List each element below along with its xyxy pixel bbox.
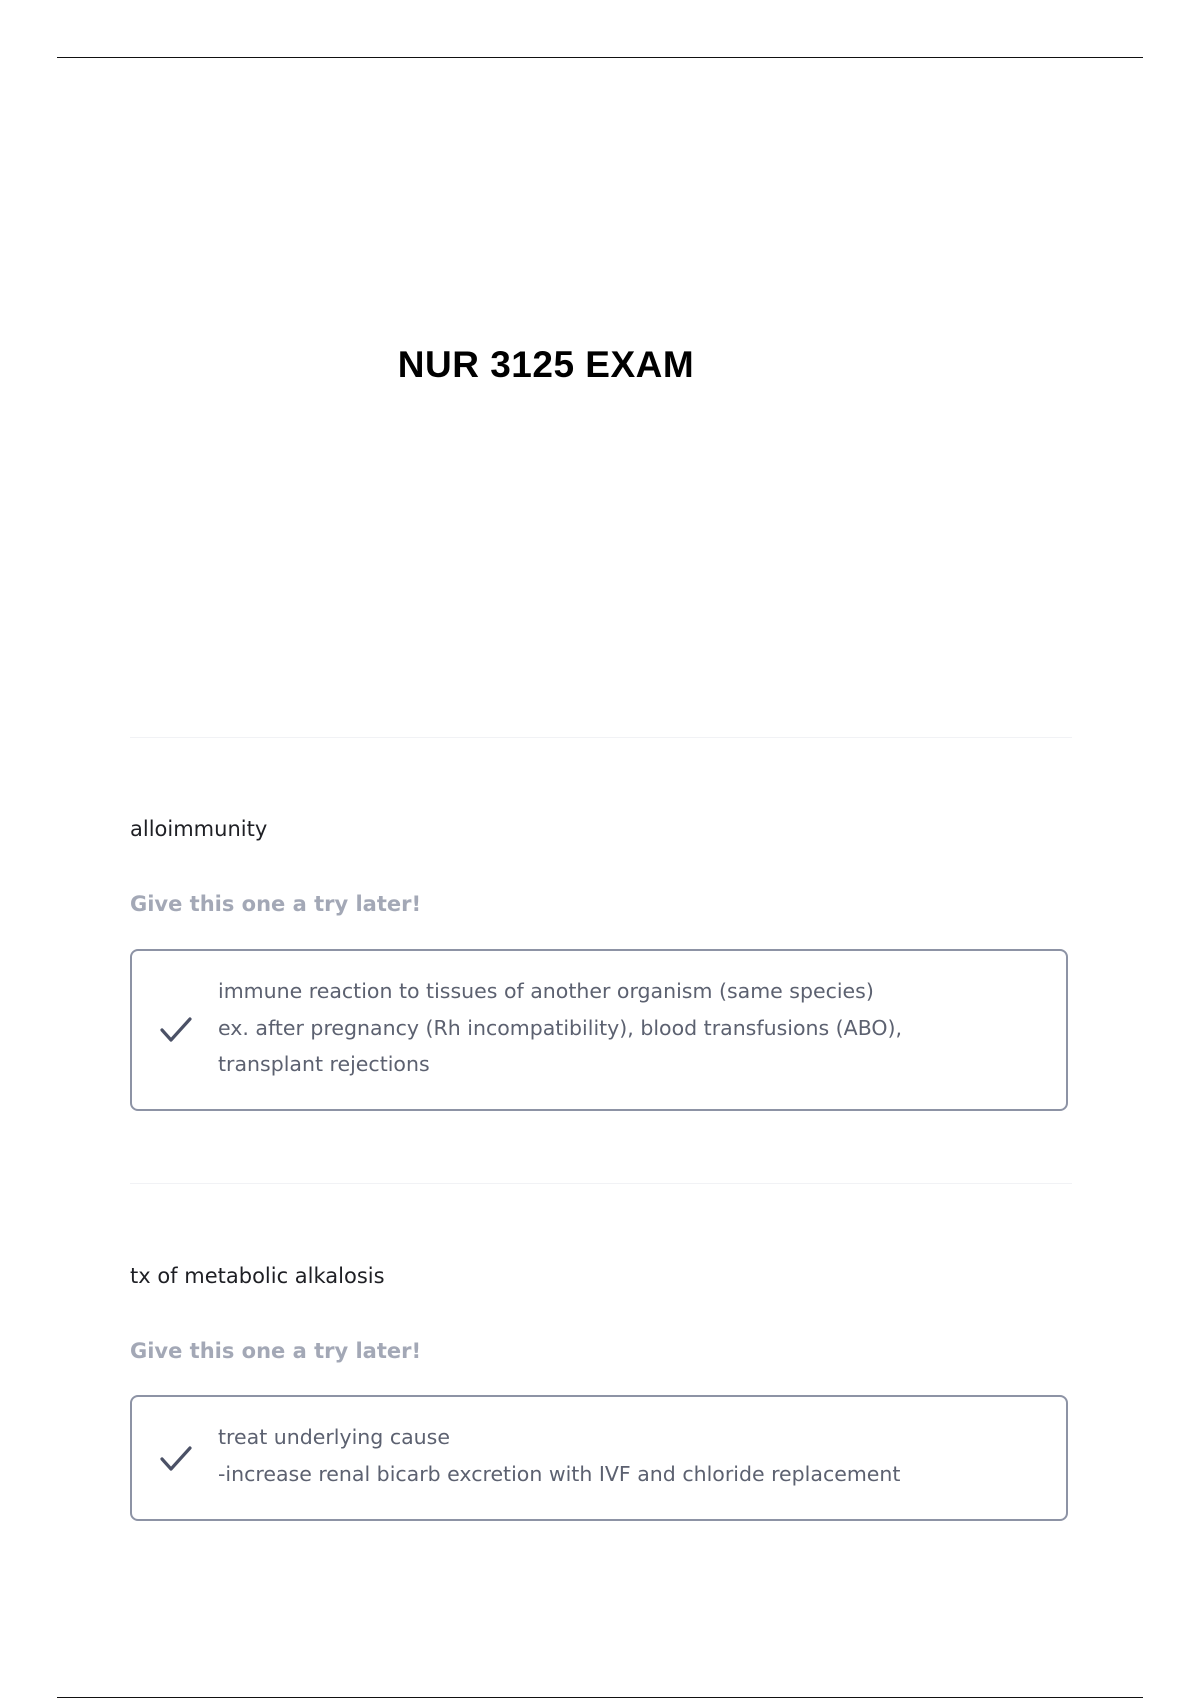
answer-line: transplant rejections (218, 1052, 430, 1076)
card-term: tx of metabolic alkalosis (130, 1264, 385, 1288)
answer-box[interactable] (130, 949, 1068, 1111)
answer-text (218, 973, 1026, 1083)
exam-title: NUR 3125 EXAM (397, 344, 695, 385)
answer-line: treat underlying cause (218, 1425, 450, 1449)
flashcard-alloimmunity (130, 815, 1072, 1115)
card-divider (130, 1183, 1072, 1184)
card-term: alloimmunity (130, 817, 268, 841)
card-divider (130, 737, 1072, 738)
answer-line: -increase renal bicarb excretion with IVF and chloride replacement (218, 1461, 901, 1486)
bottom-rule (57, 1697, 1143, 1698)
card-hint[interactable]: Give this one a try later! (130, 1339, 422, 1363)
top-rule (57, 57, 1143, 58)
answer-box[interactable] (130, 1395, 1068, 1521)
answer-line: immune reaction to tissues of another organism (same species) (218, 979, 874, 1003)
card-hint[interactable]: Give this one a try later! (130, 892, 422, 916)
checkmark-icon (159, 1015, 193, 1045)
answer-text (218, 1419, 1026, 1492)
answer-line: ex. after pregnancy (Rh incompatibility), blood transfusions (ABO), (218, 1015, 903, 1040)
flashcard-metabolic-alkalosis (130, 1262, 1072, 1522)
checkmark-icon (159, 1444, 193, 1474)
